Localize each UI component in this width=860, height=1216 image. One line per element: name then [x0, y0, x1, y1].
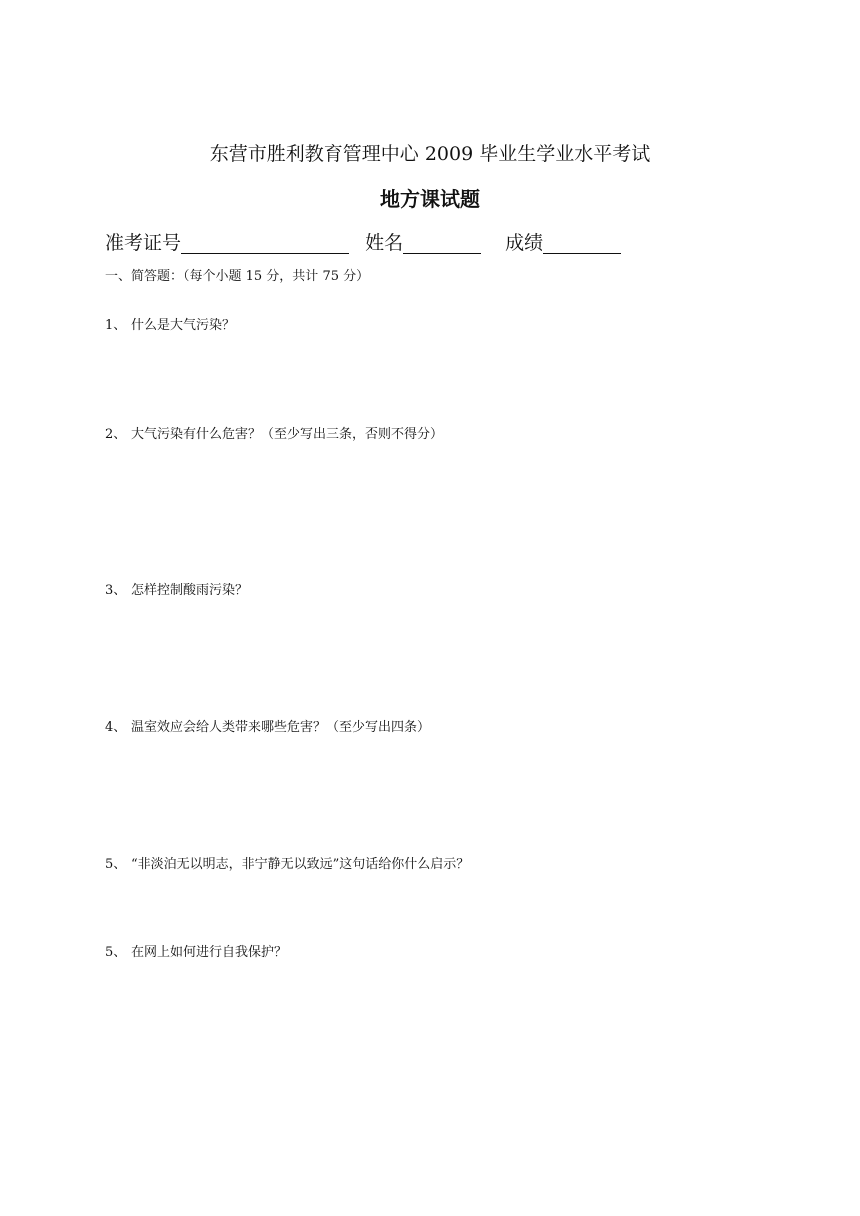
question-number: 3、 — [105, 583, 127, 598]
question-6 — [105, 944, 287, 962]
question-number: 4、 — [105, 720, 127, 735]
name-blank[interactable] — [403, 231, 481, 254]
candidate-info-row — [105, 229, 621, 257]
question-4 — [105, 719, 430, 737]
exam-id-blank[interactable] — [181, 231, 349, 254]
question-number: 2、 — [105, 427, 127, 442]
name-label: 姓名 — [365, 232, 404, 254]
question-1 — [105, 317, 235, 335]
question-text: 在网上如何进行自我保护？ — [131, 945, 288, 960]
exam-subtitle: 地方课试题 — [380, 187, 480, 211]
question-5 — [105, 856, 469, 874]
score-label: 成绩 — [505, 232, 544, 254]
question-text: 怎样控制酸雨污染？ — [131, 583, 249, 598]
exam-title: 东营市胜利教育管理中心 2009 毕业生学业水平考试 — [209, 143, 651, 165]
question-number: 5、 — [105, 857, 127, 872]
section-heading: 一、简答题：（每个小题 15 分，共计 75 分） — [105, 269, 370, 284]
question-text: 大气污染有什么危害？（至少写出三条，否则不得分） — [131, 427, 444, 442]
question-text: 什么是大气污染？ — [131, 318, 236, 333]
question-number: 1、 — [105, 318, 127, 333]
question-3 — [105, 582, 248, 600]
question-text: 温室效应会给人类带来哪些危害？（至少写出四条） — [131, 720, 431, 735]
score-blank[interactable] — [543, 231, 621, 254]
question-number: 5、 — [105, 945, 127, 960]
question-text: “非淡泊无以明志，非宁静无以致远”这句话给你什么启示？ — [131, 857, 470, 872]
exam-id-label: 准考证号 — [105, 232, 182, 254]
question-2 — [105, 426, 443, 444]
